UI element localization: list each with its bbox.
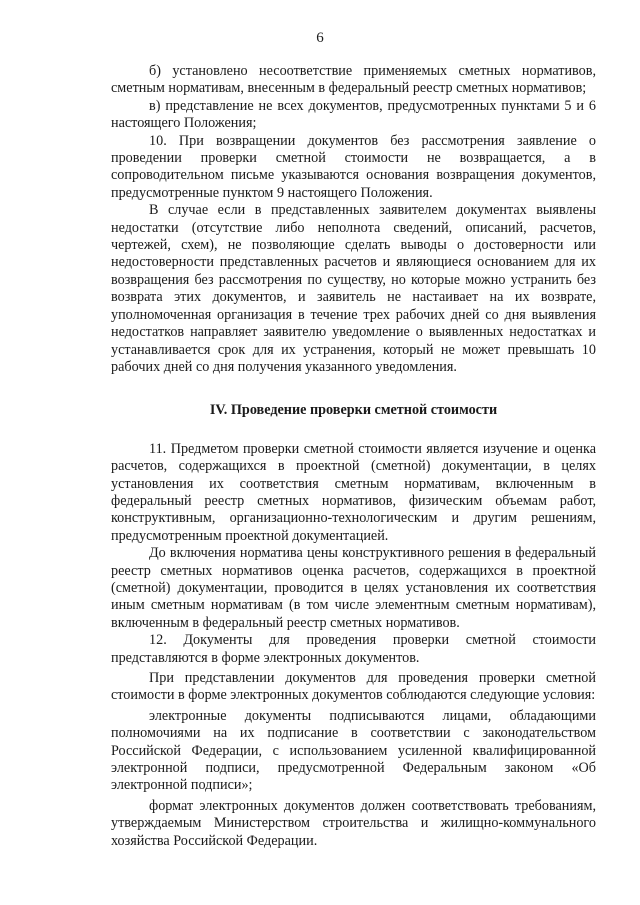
section-heading: IV. Проведение проверки сметной стоимости (209, 402, 498, 419)
page-number: 6 (316, 30, 324, 46)
paragraph-item-10: 10. При возвращении документов без рассмотрения заявление о проведении проверки сметной стоимости не возвращается, а в сопроводительном письме указываются основания возвращения документов, предусмотренные пунктом 9 настоящего Положения. (111, 132, 596, 201)
paragraph-item-12: 12. Документы для проведения проверки сметной стоимости представляются в форме электронных документов. (111, 632, 596, 666)
paragraph-electronic-conditions: При представлении документов для проведения проверки сметной стоимости в форме электронных документов соблюдаются следующие условия: (111, 670, 596, 704)
paragraph-format-condition: формат электронных документов должен соответствовать требованиям, утверждаемым Министерством строительства и жилищно-коммунального хозяйства Российской Федерации. (111, 797, 596, 849)
paragraph-norm-inclusion: До включения норматива цены конструктивного решения в федеральный реестр сметных нормативов оценка расчетов, содержащихся в проектной (сметной) документации, проводится в целях установления их соответствия иным сметным нормативам (в том числе элементным сметным нормативам), включенным в федеральный реестр сметных нормативов. (111, 545, 596, 631)
paragraph-deficiencies: В случае если в представленных заявителем документах выявлены недостатки (отсутствие либо неполнота сведений, описаний, расчетов, чертежей, схем), не позволяющие сделать выводы о достоверности или недостоверности представленных расчетов и являющиеся основанием для их возвращения без рассмотрения по существу, но которые можно устранить без возврата этих документов, и заявитель не настаивает на их возврате, уполномоченная организация в течение трех рабочих дней со дня выявления недостатков направляет заявителю уведомление о выявленных недостатках и устанавливается срок для их устранения, который не может превышать 10 рабочих дней со дня получения указанного уведомления. (111, 202, 596, 375)
paragraph-signature-condition: электронные документы подписываются лицами, обладающими полномочиями на их подписание в соответствии с законодательством Российской Федерации, с использованием усиленной квалифицированной электронной подписи, предусмотренной Федеральным законом «Об электронной подписи»; (111, 707, 596, 794)
paragraph-item-11: 11. Предметом проверки сметной стоимости является изучение и оценка расчетов, содержащихся в проектной (сметной) документации, в целях установления их соответствия сметным нормативам, включенным в федеральный реестр сметных нормативов, физическим объемам работ, конструктивным, организационно-технологическим и другим решениям, предусмотренным проектной документацией. (111, 440, 596, 544)
paragraph-subitem-b: б) установлено несоответствие применяемых сметных нормативов, сметным нормативам, внесенным в федеральный реестр сметных нормативов; (111, 63, 596, 97)
paragraph-subitem-v: в) представление не всех документов, предусмотренных пунктами 5 и 6 настоящего Положения; (111, 97, 596, 132)
page-body (111, 63, 596, 850)
